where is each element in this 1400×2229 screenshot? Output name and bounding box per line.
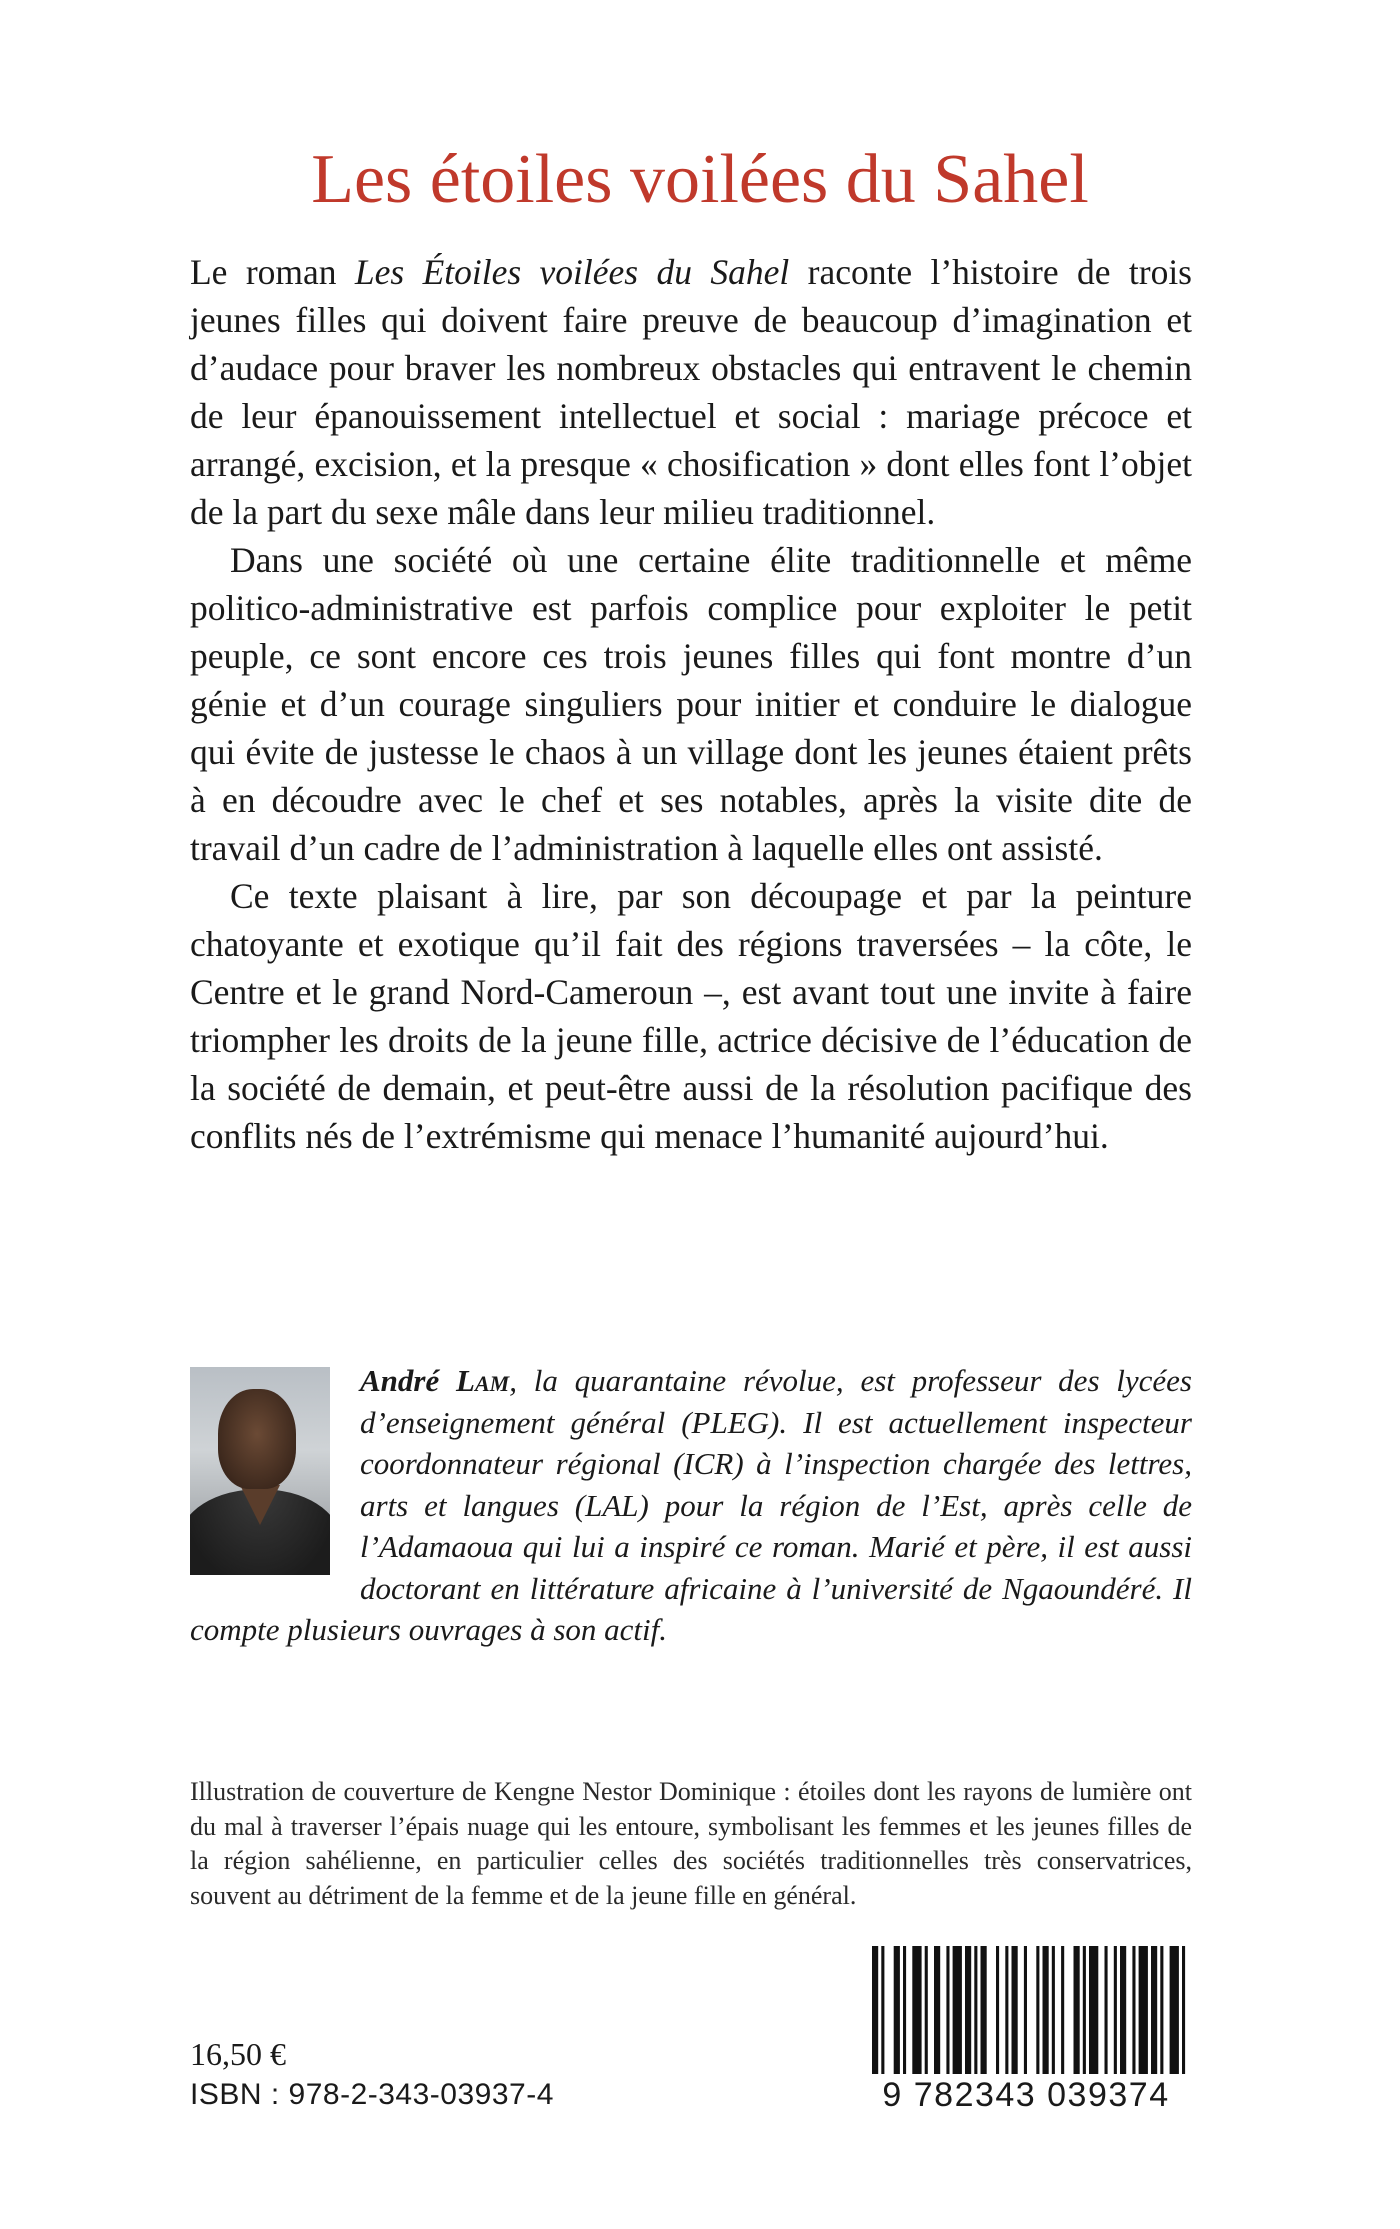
isbn: ISBN : 978-2-343-03937-4 xyxy=(190,2078,554,2111)
barcode-bar xyxy=(1120,1946,1126,2086)
barcode-bar xyxy=(1061,1946,1064,2086)
synopsis-paragraph-2: Dans une société où une certaine élite traditionnelle et même politico-administrative est parfois complice pour exploiter le petit peuple, ce sont encore ces trois jeunes filles qui font montre d’un génie et d’un courage singuliers pour initier et conduire le dialogue qui évite de justesse le chaos à un village dont les jeunes étaient prêts à en découdre avec le chef et ses notables, après la visite dite de travail d’un cadre de l’administration à laquelle elles ont assisté. xyxy=(190,540,1192,868)
barcode-bar xyxy=(1052,1946,1055,2086)
barcode-bar xyxy=(1083,1946,1086,2086)
author-last-name: Lam xyxy=(456,1363,510,1398)
barcode-bar xyxy=(1074,1946,1080,2086)
barcode-bar xyxy=(1024,1946,1027,2086)
barcode-bar xyxy=(1182,1946,1185,2086)
barcode-bar xyxy=(1012,1946,1018,2086)
barcode-bar xyxy=(1043,1946,1049,2086)
synopsis-p1-book-title: Les Étoiles voilées du Sahel xyxy=(354,252,790,292)
barcode-bar xyxy=(1089,1946,1098,2086)
author-photo xyxy=(190,1367,330,1575)
barcode-bar xyxy=(903,1946,906,2086)
barcode-bar xyxy=(996,1946,999,2086)
synopsis-p1-rest: raconte l’histoire de trois jeunes filles qui doivent faire preuve de beaucoup d’imagination et d’audace pour braver les nombreux obstacles qui entravent le chemin de leur épanouissement intellectuel et social : mariage précoce et arrangé, excision, et la presque « chosification » dont elles font l’objet de la part du sexe mâle dans leur milieu traditionnel. xyxy=(190,252,1192,532)
barcode-bar xyxy=(1170,1946,1179,2086)
barcode-bar xyxy=(894,1946,900,2086)
author-bio xyxy=(190,1360,1192,1651)
barcode-bar xyxy=(1105,1946,1108,2086)
barcode-bar xyxy=(953,1946,962,2086)
barcode-bar xyxy=(946,1946,949,2086)
author-bio-text: , la quarantaine révolue, est professeur des lycées d’enseignement général (PLEG). Il est actuellement inspecteur coordonnateur régional (ICR) à l’inspection chargée des lettres, arts et langues (LAL) pour la région de l’Est, après celle de l’Adamaoua qui lui a inspiré ce roman. Marié et père, il est aussi doctorant en littérature africaine à l’université de Ngaoundéré. Il compte plusieurs ouvrages à son actif. xyxy=(190,1363,1192,1647)
barcode-bar xyxy=(925,1946,928,2086)
synopsis-paragraph-1 xyxy=(190,248,1192,536)
barcode-digits: 9 782343 039374 xyxy=(858,2074,1194,2116)
barcode-bars xyxy=(858,1946,1194,2086)
synopsis-paragraph-3: Ce texte plaisant à lire, par son découpage et par la peinture chatoyante et exotique qu’il fait des régions traversées – la côte, le Centre et le grand Nord-Cameroun –, est avant tout une invite à faire triompher les droits de la jeune fille, actrice décisive de l’éducation de la société de demain, et peut-être aussi de la résolution pacifique des conflits nés de l’extrémisme qui menace l’humanité aujourd’hui. xyxy=(190,876,1192,1156)
barcode-bar xyxy=(1114,1946,1117,2086)
barcode xyxy=(858,1946,1194,2118)
barcode-bar xyxy=(965,1946,971,2086)
barcode-bar xyxy=(1139,1946,1148,2086)
barcode-bar xyxy=(1160,1946,1163,2086)
book-title: Les étoiles voilées du Sahel xyxy=(311,140,1089,218)
barcode-bar xyxy=(1005,1946,1008,2086)
barcode-bar xyxy=(881,1946,884,2086)
barcode-bar xyxy=(912,1946,921,2086)
cover-illustration-caption: Illustration de couverture de Kengne Nestor Dominique : étoiles dont les rayons de lumière ont du mal à traverser l’épais nuage qui les entoure, symbolisant les femmes et les jeunes filles de la région sahélienne, en particulier celles des sociétés traditionnelles très conservatrices, souvent au détriment de la femme et de la jeune fille en général. xyxy=(190,1777,1192,1910)
barcode-bar xyxy=(934,1946,940,2086)
barcode-bar xyxy=(981,1946,987,2086)
barcode-bar xyxy=(872,1946,878,2086)
barcode-bar xyxy=(1132,1946,1135,2086)
barcode-bar xyxy=(1036,1946,1039,2086)
synopsis-p1-prefix: Le roman xyxy=(190,252,355,292)
price: 16,50 € xyxy=(190,2036,286,2072)
barcode-bar xyxy=(1151,1946,1157,2086)
author-first-name: André xyxy=(360,1363,440,1398)
synopsis xyxy=(190,248,1192,1160)
barcode-bar xyxy=(974,1946,977,2086)
